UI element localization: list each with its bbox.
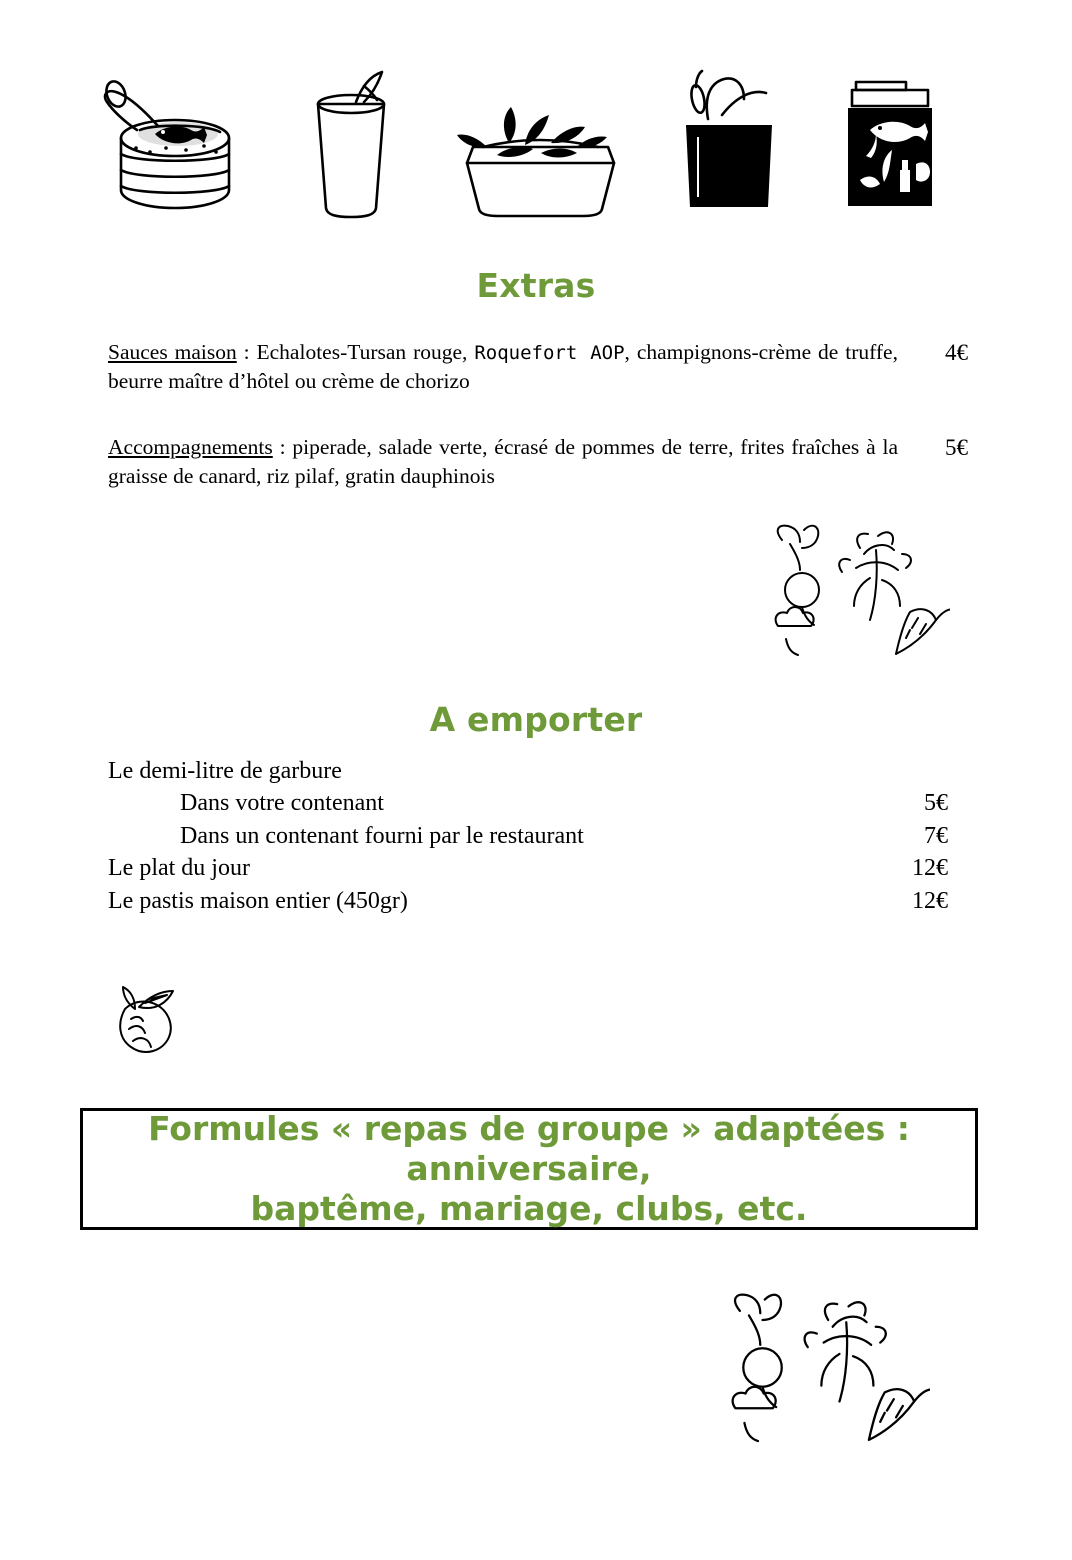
extras-item-desc-part: Echalotes-Tursan rouge, bbox=[256, 340, 475, 364]
emporter-line-label: Dans votre contenant bbox=[180, 790, 384, 817]
emporter-line-label: Le plat du jour bbox=[108, 855, 250, 882]
group-meals-banner-text bbox=[97, 1109, 961, 1230]
section-title-extras: Extras bbox=[476, 266, 596, 305]
lemon-icon bbox=[105, 965, 195, 1070]
extras-item-text bbox=[108, 433, 898, 490]
banner-line-2: baptême, mariage, clubs, etc. bbox=[250, 1189, 808, 1229]
grocery-bag-icon bbox=[674, 65, 784, 225]
extras-item-desc-part: piperade, salade verte, écrasé de pommes de terre, frites fraîches à la graisse de canard, riz pilaf, gratin dauphinois bbox=[108, 435, 898, 488]
banner-line-1: Formules « repas de groupe » adaptées : anniversaire, bbox=[148, 1108, 910, 1188]
emporter-line-label: Dans un contenant fourni par le restaurant bbox=[180, 822, 584, 849]
extras-item-price: 4€ bbox=[945, 340, 968, 365]
extras-item-price: 5€ bbox=[945, 435, 968, 461]
emporter-line-price: 12€ bbox=[912, 855, 948, 882]
top-illustration-row bbox=[100, 55, 950, 225]
preserve-jar-icon bbox=[830, 60, 950, 225]
emporter-line bbox=[108, 755, 948, 787]
emporter-line bbox=[108, 885, 948, 917]
emporter-line-label: Le demi-litre de garbure bbox=[108, 758, 342, 784]
emporter-line-price: 12€ bbox=[912, 887, 948, 914]
vegetables-radish-carrot-broccoli-icon bbox=[715, 1285, 930, 1455]
group-meals-banner bbox=[80, 1108, 978, 1230]
emporter-line bbox=[108, 820, 948, 852]
extras-item-label: Accompagnements bbox=[108, 435, 273, 460]
extras-item-desc-part: , champignons-crème de truffe, beurre maître d’hôtel ou crème de chorizo bbox=[108, 340, 898, 393]
extras-item-separator: : bbox=[236, 340, 257, 364]
extras-item-desc-highlight: Roquefort AOP bbox=[474, 342, 625, 364]
extras-list bbox=[108, 338, 968, 516]
extras-item-label: Sauces maison bbox=[108, 340, 237, 364]
extras-item bbox=[108, 433, 968, 490]
emporter-list bbox=[108, 755, 948, 917]
emporter-line-price: 7€ bbox=[924, 822, 948, 849]
emporter-line bbox=[108, 787, 948, 819]
emporter-line-price: 5€ bbox=[924, 790, 948, 817]
emporter-line-label: Le pastis maison entier (450gr) bbox=[108, 887, 408, 914]
extras-item bbox=[108, 338, 968, 395]
section-title-a-emporter: A emporter bbox=[429, 700, 643, 739]
drinking-glass-icon bbox=[296, 70, 406, 225]
emporter-line bbox=[108, 852, 948, 884]
extras-item-text bbox=[108, 338, 898, 395]
salad-bowl-icon bbox=[453, 85, 628, 225]
sardine-can-icon bbox=[100, 60, 250, 225]
extras-item-separator: : bbox=[272, 435, 293, 460]
vegetables-radish-carrot-broccoli-icon bbox=[760, 520, 950, 665]
